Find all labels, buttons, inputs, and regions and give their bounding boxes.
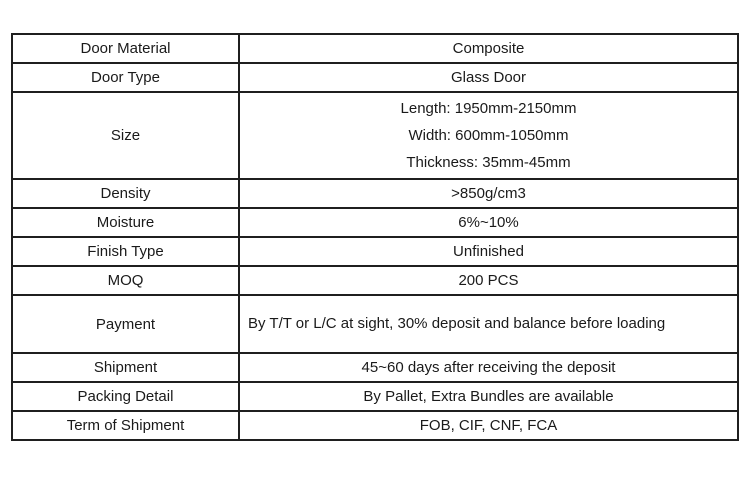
spec-label: Packing Detail: [12, 382, 239, 411]
spec-value: Glass Door: [239, 63, 738, 92]
spec-value-line: Thickness: 35mm-45mm: [406, 154, 571, 171]
spec-value: By Pallet, Extra Bundles are available: [239, 382, 738, 411]
spec-label: Payment: [12, 295, 239, 353]
spec-label: Density: [12, 179, 239, 208]
spec-value: By T/T or L/C at sight, 30% deposit and balance before loading: [239, 295, 738, 353]
spec-label: Finish Type: [12, 237, 239, 266]
spec-value: 6%~10%: [239, 208, 738, 237]
spec-value: Unfinished: [239, 237, 738, 266]
spec-label: Door Material: [12, 34, 239, 63]
table-row: [12, 63, 738, 92]
spec-value: 200 PCS: [239, 266, 738, 295]
spec-label: Moisture: [12, 208, 239, 237]
table-row: [12, 208, 738, 237]
spec-value: Composite: [239, 34, 738, 63]
table-row: [12, 92, 738, 179]
spec-value: [239, 92, 738, 179]
spec-value-line: Length: 1950mm-2150mm: [400, 100, 577, 117]
spec-label: MOQ: [12, 266, 239, 295]
spec-value-line: Width: 600mm-1050mm: [408, 127, 569, 144]
table-row: [12, 237, 738, 266]
table-row: [12, 34, 738, 63]
spec-value: >850g/cm3: [239, 179, 738, 208]
spec-value: 45~60 days after receiving the deposit: [239, 353, 738, 382]
table-row: [12, 411, 738, 440]
spec-value: FOB, CIF, CNF, FCA: [239, 411, 738, 440]
spec-label: Shipment: [12, 353, 239, 382]
table-row: [12, 179, 738, 208]
spec-table-body: [12, 34, 738, 440]
spec-label: Size: [12, 92, 239, 179]
table-row: [12, 382, 738, 411]
spec-label: Term of Shipment: [12, 411, 239, 440]
table-row: [12, 295, 738, 353]
table-row: [12, 353, 738, 382]
product-spec-table: [11, 33, 739, 441]
spec-label: Door Type: [12, 63, 239, 92]
table-row: [12, 266, 738, 295]
